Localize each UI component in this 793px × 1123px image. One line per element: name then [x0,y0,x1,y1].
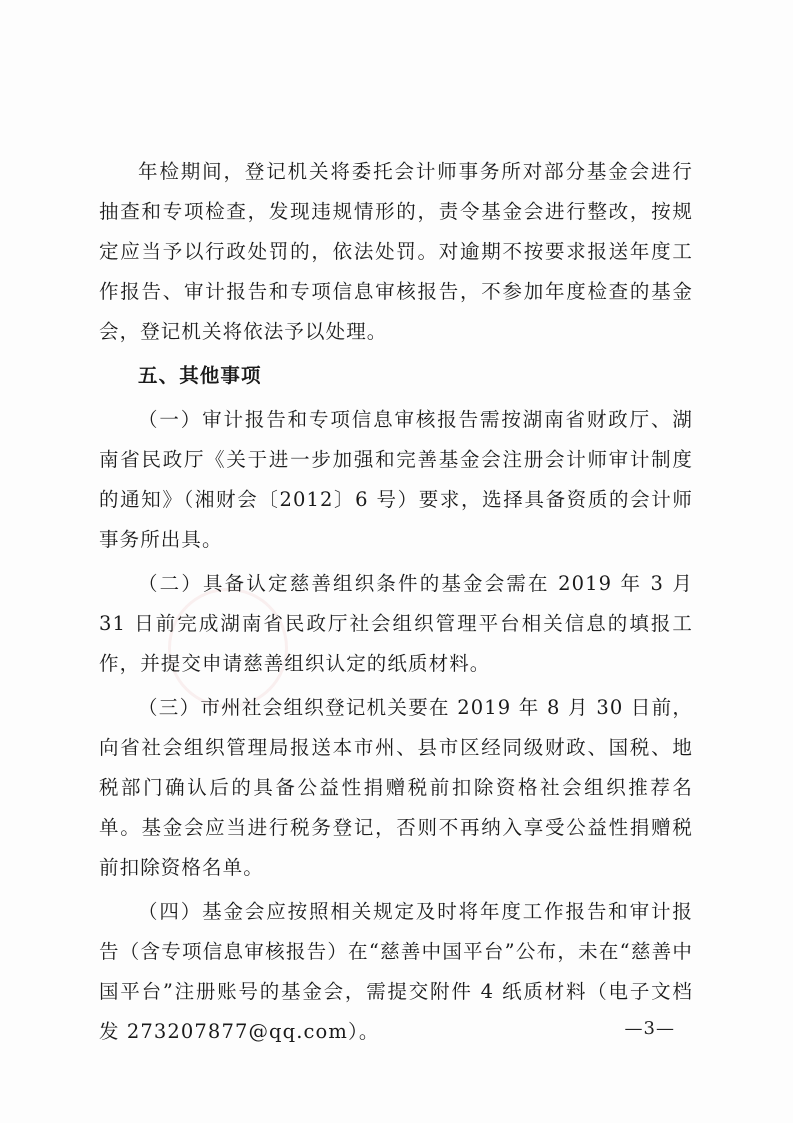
paragraph-item-4: （四）基金会应按照相关规定及时将年度工作报告和审计报告（含专项信息审核报告）在“慈善中国平台”公布，未在“慈善中国平台”注册账号的基金会，需提交附件 4 纸质材料（电子文档发 273207877@qq.com）。 [99,900,693,1043]
paragraph-item-3: （三）市州社会组织登记机关要在 2019 年 8 月 30 日前，向省社会组织管理局报送本市州、县市区经同级财政、国税、地税部门确认后的具备公益性捐赠税前扣除资格社会组织推荐名单。基金会应当进行税务登记，否则不再纳入享受公益性捐赠税前扣除资格名单。 [99,696,693,879]
document-body [99,152,693,1052]
paragraph-annual-inspection: 年检期间，登记机关将委托会计师事务所对部分基金会进行抽查和专项检查，发现违规情形的，责令基金会进行整改，按规定应当予以行政处罚的，依法处罚。对逾期不按要求报送年度工作报告、审计报告和专项信息审核报告，不参加年度检查的基金会，登记机关将依法予以处理。 [99,160,693,343]
page-number: —3— [624,1018,675,1039]
paragraph-item-1: （一）审计报告和专项信息审核报告需按湖南省财政厅、湖南省民政厅《关于进一步加强和完善基金会注册会计师审计制度的通知》（湘财会〔2012〕6 号）要求，选择具备资质的会计师事务所出具。 [99,408,693,551]
paragraph-item-2: （二）具备认定慈善组织条件的基金会需在 2019 年 3 月 31 日前完成湖南省民政厅社会组织管理平台相关信息的填报工作，并提交申请慈善组织认定的纸质材料。 [99,572,693,675]
section-heading: 五、其他事项 [138,364,262,387]
